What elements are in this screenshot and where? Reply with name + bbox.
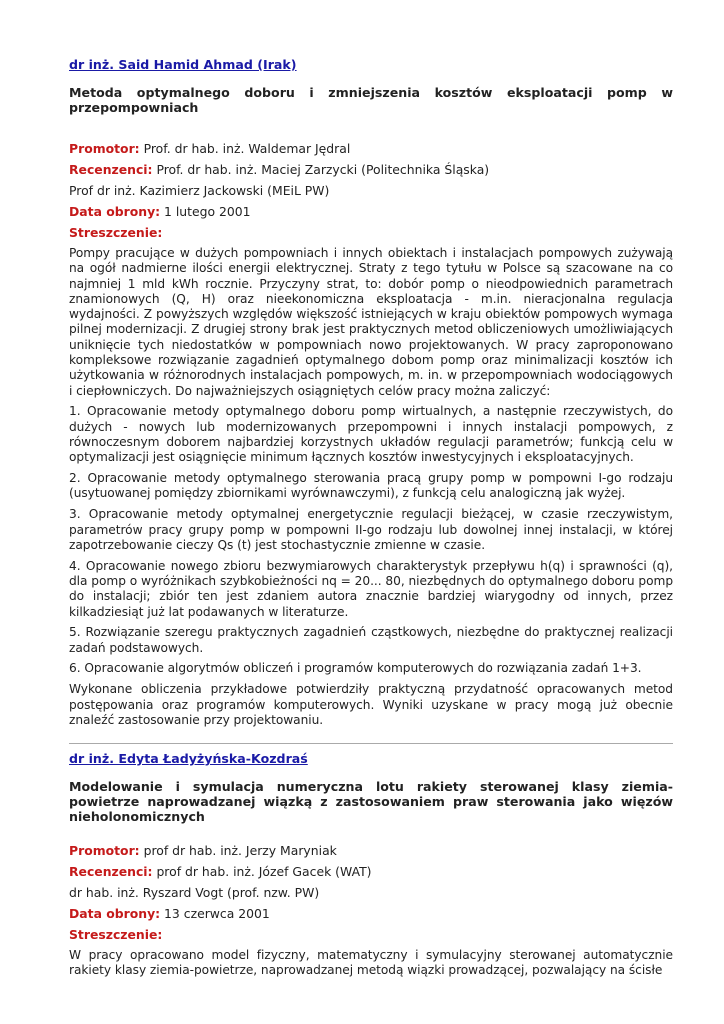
- thesis-title: Metoda optymalnego doboru i zmniejszenia kosztów eksploatacji pomp w przepompowniach: [69, 85, 673, 115]
- abstract-label: Streszczenie:: [69, 927, 163, 942]
- abstract-paragraph: 4. Opracowanie nowego zbioru bezwymiarowych charakterystyk przepływu h(q) i sprawności (q), dla pomp o wyróżnikach szybkobieżności nq = 20... 80, niezbędnych do optymalnego doboru pomp do instalacji; zbiór ten jest zdaniem autora znacznie bardziej wiarygodny od innych, przez kilkadziesiąt już lat podawanych w literaturze.: [69, 558, 673, 619]
- reviewers-line: [69, 864, 673, 880]
- promotor-line: [69, 141, 673, 157]
- abstract-heading: [69, 927, 673, 943]
- defense-date: 13 czerwca 2001: [160, 906, 270, 921]
- defense-label: Data obrony:: [69, 906, 161, 921]
- thesis-entry-2: [69, 751, 673, 984]
- abstract-paragraph: W pracy opracowano model fizyczny, matematyczny i symulacyjny sterowanej automatycznie rakiety klasy ziemia-powietrze, naprowadzanej metodą wiązki prowadzącej, pozwalający na ścisłe: [69, 948, 673, 978]
- author-link[interactable]: dr inż. Said Hamid Ahmad (Irak): [69, 57, 297, 72]
- promotor-label: Promotor:: [69, 141, 140, 156]
- abstract-heading: [69, 225, 673, 241]
- abstract-label: Streszczenie:: [69, 225, 163, 240]
- thesis-title: Modelowanie i symulacja numeryczna lotu rakiety sterowanej klasy ziemia-powietrze naprowadzanej wiązką z zastosowaniem praw sterowania jako więzów nieholonomicznych: [69, 779, 673, 824]
- abstract-paragraph: 2. Opracowanie metody optymalnego sterowania pracą grupy pomp w pompowni I-go rodzaju (usytuowanej pomiędzy zbiornikami wyrównawczymi), z funkcją celu analogiczną jak wyżej.: [69, 471, 673, 501]
- abstract-paragraph: 3. Opracowanie metody optymalnej energetycznie regulacji bieżącej, w czasie rzeczywistym, parametrów pracy grupy pomp w pompowni II-go rodzaju lub dowolnej innej instalacji, w której zapotrzebowanie cieczy Qs (t) jest stochastycznie zmienne w czasie.: [69, 507, 673, 552]
- abstract-paragraph: 1. Opracowanie metody optymalnego doboru pomp wirtualnych, a następnie rzeczywistych, do dużych - nowych lub modernizowanych przepompowni i innych instalacji pompowych, z równoczesnym doborem najbardziej korzystnych układów regulacji parametrów; funkcją celu w optymalizacji jest osiągnięcie minimum łącznych kosztów inwestycyjnych i eksploatacyjnych.: [69, 404, 673, 465]
- reviewer-2: dr hab. inż. Ryszard Vogt (prof. nzw. PW): [69, 885, 320, 900]
- abstract-paragraph: 6. Opracowanie algorytmów obliczeń i programów komputerowych do rozwiązania zadań 1+3.: [69, 661, 642, 676]
- abstract-paragraph: 5. Rozwiązanie szeregu praktycznych zagadnień cząstkowych, niezbędne do praktycznej realizacji zadań podstawowych.: [69, 625, 673, 655]
- section-divider: [69, 743, 673, 744]
- promotor-label: Promotor:: [69, 843, 140, 858]
- abstract-paragraph: Wykonane obliczenia przykładowe potwierdziły praktyczną przydatność opracowanych metod postępowania oraz programów komputerowych. Wyniki uzyskane w pracy mogą już obecnie znaleźć zastosowanie przy projektowaniu.: [69, 682, 673, 727]
- abstract-paragraph: Pompy pracujące w dużych pompowniach i innych obiektach i instalacjach pompowych zużywają na ogół nadmierne ilości energii elektrycznej. Straty z tego tytułu w Polsce są szacowane na co najmniej 1 mld kWh rocznie. Przyczyny strat, to: dobór pomp o nieodpowiednich parametrach znamionowych (Q, H) oraz nieekonomiczna eksploatacja - m.in. nieracjonalna regulacja wydajności. Z powyższych względów większość istniejących w kraju obiektów pompowych wymaga pilnej modernizacji. Z drugiej strony brak jest praktycznych metod obliczeniowych umożliwiających uniknięcie tych niedostatków w pompowniach nowo projektowanych. W pracy zaproponowano kompleksowe rozwiązanie zagadnień optymalnego dobom pomp oraz minimalizacji kosztów ich użytkowania w różnorodnych instalacjach pompowych, m. in. w przepompowniach wodociągowych i ciepłowniczych. Do najważniejszych osiągniętych celów pracy można zaliczyć:: [69, 246, 673, 398]
- defense-line: [69, 906, 673, 922]
- reviewer-1: prof dr hab. inż. Józef Gacek (WAT): [152, 864, 372, 879]
- promotor-value: prof dr hab. inż. Jerzy Maryniak: [139, 843, 337, 858]
- thesis-entry-1: [69, 57, 673, 734]
- reviewers-label: Recenzenci:: [69, 162, 153, 177]
- author-link[interactable]: dr inż. Edyta Ładyżyńska-Kozdraś: [69, 751, 308, 766]
- defense-date: 1 lutego 2001: [160, 204, 251, 219]
- reviewers-line: [69, 162, 673, 178]
- reviewer-2: Prof dr inż. Kazimierz Jackowski (MEiL PW): [69, 183, 330, 198]
- reviewers-label: Recenzenci:: [69, 864, 153, 879]
- defense-line: [69, 204, 673, 220]
- promotor-line: [69, 843, 673, 859]
- defense-label: Data obrony:: [69, 204, 161, 219]
- reviewer-1: Prof. dr hab. inż. Maciej Zarzycki (Politechnika Śląska): [152, 162, 490, 177]
- promotor-value: Prof. dr hab. inż. Waldemar Jędral: [139, 141, 351, 156]
